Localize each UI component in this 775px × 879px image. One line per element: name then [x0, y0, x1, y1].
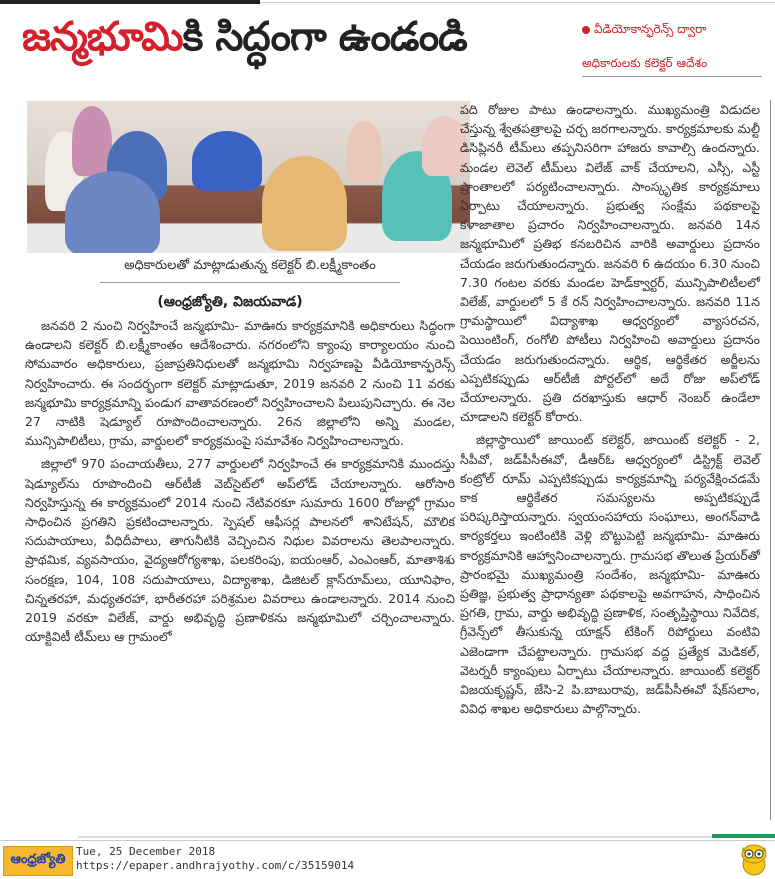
subhead-line-2: అధికారులకు కలెక్టర్ ఆదేశం [582, 54, 762, 77]
photo-caption: అధికారులతో మాట్లాడుతున్న కలెక్టర్ బి.లక్ష్మీకాంతం [124, 258, 376, 273]
headline-red-part: జన్మభూమి [22, 14, 183, 60]
article-paragraph: జనవరి 2 నుంచి నిర్వహించే జన్మభూమి- మాఊరు కార్యక్రమానికి అధికారులు సిద్ధంగా ఉండాలని కలెక్టర్ బి.లక్ష్మీకాంతం ఆదేశించారు. నగరంలోని క్యాంపు కార్యాలయం నుంచి సోమవారం అధికారులు, ప్రజాప్రతినిధులతో జన్మభూమి నిర్వహణపై వీడియోకాన్ఫరెన్స్ నిర్వహించారు. ఈ సందర్భంగా కలెక్టర్ మాట్లాడుతూ, 2019 జనవరి 2 నుంచి 11 వరకు జన్మభూమి కార్యక్రమాన్ని పండుగ వాతావరణంలో నిర్వహించాలని పిలుపునిచ్చారు. ఈ నెల 27 నాటికి షెడ్యూల్ రూపొందించాలన్నారు. 26న జిల్లాలోని అన్ని మండల, మున్సిపాలిటీలు, గ్రామ, వార్డులలో కార్యక్రమంపై సమావేశం నిర్వహించాలన్నారు. [25, 318, 455, 449]
photo-figure [72, 106, 112, 176]
subheadline [582, 20, 762, 77]
logo-text: ఆంధ్రజ్యోతి [10, 852, 66, 867]
photo-figure [262, 156, 347, 251]
subhead-line-1: వీడియోకాన్ఫరెన్స్ ద్వారా [594, 22, 707, 36]
photo-figure [192, 131, 262, 191]
dateline: (ఆంధ్రజ్యోతి, విజయవాడ) [157, 294, 303, 310]
article-paragraph: జిల్లాస్థాయిలో జాయింట్ కలెక్టర్, జాయింట్ కలెక్టర్ - 2, సీపీవో, జడ్‌పీసీఈవో, డీఆర్‌ఓ ఆధ్వర్యంలో డిస్ట్రిక్ట్ లెవెల్ కంట్రోల్ రూమ్ ఎప్పటికప్పుడు కార్యక్రమాన్ని పర్యవేక్షించడమే కాక ఆర్థికేతర సమస్యలను అప్పటికప్పుడే పరిష్కరిస్తాయన్నారు. స్వయంసహాయ సంఘాలు, అంగన్‌వాడి కార్యకర్తలు ఇంటింటికి వెళ్లి బొట్టుపెట్టి జన్మభూమి- మాఊరు కార్యక్రమానికి ఆహ్వానించాలన్నారు. గ్రామసభ తొలుత ప్రేయర్‌తో ప్రారంభమై ముఖ్యమంత్రి సందేశం, జన్మభూమి- మాఊరు ప్రతిజ్ఞ, ప్రభుత్వ ప్రాధాన్యతా పథకాలపై అవగాహన, సాధించిన ప్రగతి, గ్రామ, వార్డు అభివృద్ధి ప్రణాళిక, సంతృప్తిస్థాయి నివేదిక, గ్రీవెన్స్‌లో తీసుకున్న యాక్షన్ టేకింగ్ రిపోర్టులు వంటివి ఎజెండాగా చేపట్టాలన్నారు. గ్రామసభ వద్ద ప్రత్యేక మెడికల్, వెటర్నరీ క్యాంపులు ఏర్పాటు చేయాలన్నారు. జాయింట్ కలెక్టర్ విజయకృష్ణన్, జేసి-2 పి.బాబురావు, జడ్‌పీసీఈవో షేక్‌సలాం, వివిధ శాఖల అధికారులు పాల్గొన్నారు. [460, 432, 760, 717]
caption-divider [100, 282, 400, 283]
article-paragraph: జిల్లాలో 970 పంచాయతీలు, 277 వార్డులలో నిర్వహించే ఈ కార్యక్రమానికి ముందస్తు షెడ్యూల్‌ను రూపొందించి ఆర్‌టీజీ వెబ్‌సైట్‌లో అప్‌లోడ్ చేయాలన్నారు. ఆరోసారి నిర్వహిస్తున్న ఈ కార్యక్రమంలో 2014 నుంచి నేటివరకూ సుమారు 1600 రోజుల్లో గ్రామం సాధించిన ప్రగతిని ప్రకటించాలన్నారు. స్పెషల్ ఆఫీసర్ల పాలనలో శానిటేషన్, మౌలిక సదుపాయాలు, వీధిదీపాలు, తాగునీటికి వెచ్చించిన నిధుల వివరాలను తెలపాలన్నారు. ప్రాథమిక, వ్యవసాయం, వైద్యఆరోగ్యశాఖ, పలకరింపు, ఐయంఆర్, ఎంఎంఆర్, మాతాశిశు సంరక్షణ, 104, 108 సదుపాయాలు, విద్యాశాఖ, డిజిటల్ క్లాస్‌రూమ్‌లు, యూనిఫాం, చిన్నతరహా, మధ్యతరహా, భారీతరహా పరిశ్రమల వివరాలు ఉండాలన్నారు. 2014 నుంచి 2019 వరకూ విలేజ్, వార్డు అభివృద్ధి ప్రణాళికను జన్మభూమిలో చర్చించాలన్నారు. యాక్టివిటీ టీమ్‌లు ఆ గ్రామంలో [25, 456, 455, 645]
footer-divider [78, 836, 738, 838]
headline [22, 10, 467, 64]
top-bar [0, 0, 260, 4]
footer-line [0, 840, 775, 841]
photo-figure [347, 121, 382, 181]
article-column-right [460, 100, 760, 719]
footer-accent-bar [712, 834, 775, 838]
epaper-link[interactable]: https://epaper.andhrajyothy.com/c/35159014 [76, 859, 355, 872]
andhrajyothy-logo[interactable] [3, 846, 73, 876]
article-column-left [25, 316, 455, 646]
photo-figure [65, 171, 160, 253]
top-rule [260, 2, 775, 3]
page-edge-rule [770, 100, 771, 820]
headline-black-part: కి సిద్ధంగా ఉండండి [182, 14, 467, 60]
publication-date: Tue, 25 December 2018 [76, 845, 216, 858]
news-photo [27, 101, 470, 253]
article-paragraph: పది రోజుల పాటు ఉండాలన్నారు. ముఖ్యమంత్రి విడుదల చేస్తున్న శ్వేతపత్రాలపై చర్చ జరగాలన్నారు. కార్యక్రమాలకు మల్టీ డిసిప్లినరీ టీమ్‌లు తప్పనిసరిగా హాజరు కావాల్సి ఉందన్నారు. మండల లెవెల్ టీమ్‌లు విలేజ్ వాక్ చేయాలని, ఎస్సీ, ఎస్టీ ప్రాంతాలలో పర్యటించాలన్నారు. సాంస్కృతిక కార్యక్రమాలు ఏర్పాటు చేయాలన్నారు. ప్రభుత్వ సంక్షేమ పథకాలపై కళాజాతాల ప్రచారం నిర్వహించాలన్నారు. జనవరి 14న జన్మభూమిలో ప్రతిభ కనబరిచిన వారికి అవార్డులు ప్రదానం చేయడం జరుగుతుందన్నారు. జనవరి 6 ఉదయం 6.30 నుంచి 7.30 గంటల వరకు మండల హెడ్‌క్వార్టర్, మున్సిపాలిటీలలో విలేజ్, వార్డులలో 5 కే రన్ నిర్వహించాలన్నారు. జనవరి 11న గ్రామస్థాయిలో విద్యాశాఖ ఆధ్వర్యంలో వ్యాసరచన, పెయింటింగ్, రంగోలి పోటీలు నిర్వహించి అవార్డులు ప్రదానం చేయడం జరుగుతుందన్నారు. ఆర్థిక, ఆర్థికేతర అర్జీలను ఎప్పటికప్పుడు ఆర్‌టీజీ పోర్టల్‌లో అదే రోజు అప్‌లోడ్ చేయాలన్నారు. ప్రతి దరఖాస్తుకు ఆధార్ నెంబర్ ఉండేలా చూడాలని కలెక్టర్ కోరారు. [460, 102, 761, 425]
owl-mascot-icon[interactable] [740, 842, 768, 876]
footer-info [76, 845, 354, 873]
bullet-icon [582, 26, 590, 34]
